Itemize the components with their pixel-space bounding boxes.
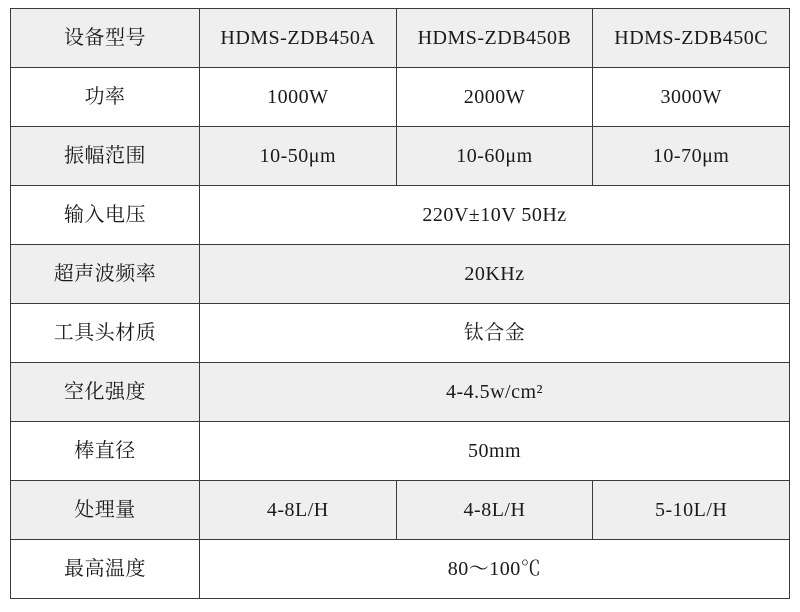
row-label: 空化强度 bbox=[11, 363, 200, 422]
table-row bbox=[11, 422, 790, 481]
row-label: 设备型号 bbox=[11, 9, 200, 68]
row-value: HDMS-ZDB450C bbox=[593, 9, 790, 68]
table-row bbox=[11, 481, 790, 540]
row-label: 输入电压 bbox=[11, 186, 200, 245]
row-label: 工具头材质 bbox=[11, 304, 200, 363]
table-body bbox=[11, 9, 790, 599]
row-value: 4-4.5w/cm² bbox=[200, 363, 790, 422]
row-value: 4-8L/H bbox=[200, 481, 397, 540]
row-value: 钛合金 bbox=[200, 304, 790, 363]
row-value: 10-60μm bbox=[396, 127, 593, 186]
specification-table bbox=[10, 8, 790, 599]
row-label: 超声波频率 bbox=[11, 245, 200, 304]
row-value: 10-50μm bbox=[200, 127, 397, 186]
row-label: 振幅范围 bbox=[11, 127, 200, 186]
table-row bbox=[11, 68, 790, 127]
table-row bbox=[11, 304, 790, 363]
row-value: 5-10L/H bbox=[593, 481, 790, 540]
row-value: 4-8L/H bbox=[396, 481, 593, 540]
row-value: 1000W bbox=[200, 68, 397, 127]
row-label: 棒直径 bbox=[11, 422, 200, 481]
table-row bbox=[11, 540, 790, 599]
row-value: HDMS-ZDB450A bbox=[200, 9, 397, 68]
table-row bbox=[11, 245, 790, 304]
row-value: HDMS-ZDB450B bbox=[396, 9, 593, 68]
table-row bbox=[11, 363, 790, 422]
row-label: 最高温度 bbox=[11, 540, 200, 599]
row-label: 处理量 bbox=[11, 481, 200, 540]
table-row bbox=[11, 186, 790, 245]
table-row bbox=[11, 127, 790, 186]
row-value: 20KHz bbox=[200, 245, 790, 304]
table-row bbox=[11, 9, 790, 68]
row-value: 220V±10V 50Hz bbox=[200, 186, 790, 245]
row-value: 80～100℃ bbox=[200, 540, 790, 599]
row-value: 10-70μm bbox=[593, 127, 790, 186]
row-value: 3000W bbox=[593, 68, 790, 127]
row-value: 2000W bbox=[396, 68, 593, 127]
row-label: 功率 bbox=[11, 68, 200, 127]
row-value: 50mm bbox=[200, 422, 790, 481]
